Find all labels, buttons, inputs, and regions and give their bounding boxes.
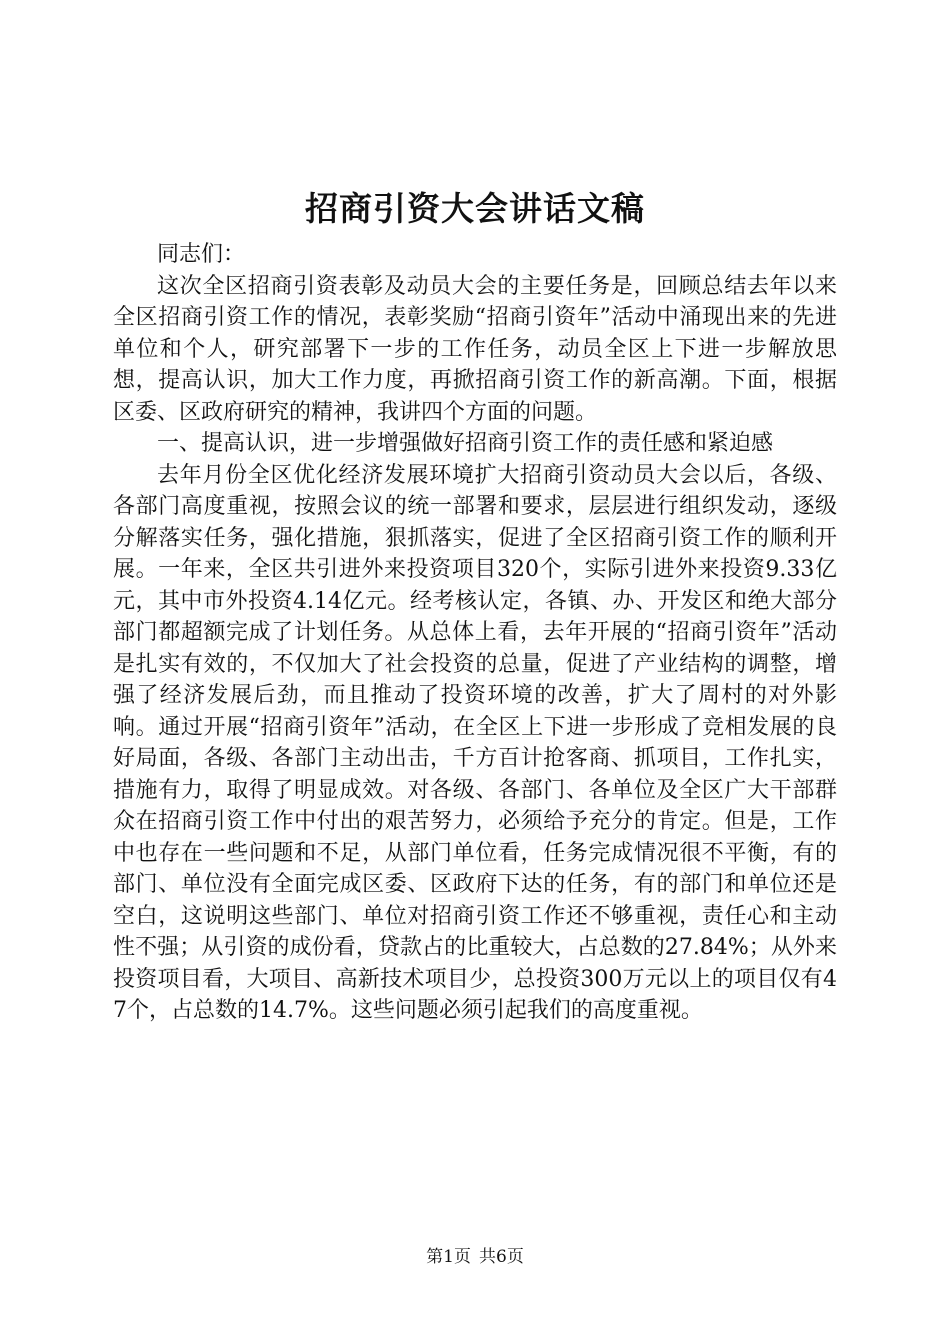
salutation: 同志们： [157,242,246,267]
page-footer [0,1245,950,1269]
page-number: 第1页 [426,1247,471,1267]
document-body [113,239,837,1027]
section-heading-1: 一、提高认识，进一步增强做好招商引资工作的责任感和紧迫感 [157,431,774,456]
document-title: 招商引资大会讲话文稿 [305,189,645,228]
paragraph-intro: 这次全区招商引资表彰及动员大会的主要任务是，回顾总结去年以来全区招商引资工作的情况，表彰奖励“招商引资年”活动中涌现出来的先进单位和个人，研究部署下一步的工作任务，动员全区上下进一步解放思想，提高认识，加大工作力度，再掀招商引资工作的新高潮。下面，根据区委、区政府研究的精神，我讲四个方面的问题。 [113,273,837,425]
paragraph-section-1: 去年月份全区优化经济发展环境扩大招商引资动员大会以后，各级、各部门高度重视，按照会议的统一部署和要求，层层进行组织发动，逐级分解落实任务，强化措施，狠抓落实，促进了全区招商引资工作的顺利开展。一年来，全区共引进外来投资项目320个，实际引进外来投资9.33亿元，其中市外投资4.14亿元。经考核认定，各镇、办、开发区和绝大部分部门都超额完成了计划任务。从总体上看，去年开展的“招商引资年”活动是扎实有效的，不仅加大了社会投资的总量，促进了产业结构的调整，增强了经济发展后劲，而且推动了投资环境的改善，扩大了周村的对外影响。通过开展“招商引资年”活动，在全区上下进一步形成了竞相发展的良好局面，各级、各部门主动出击，千方百计抢客商、抓项目，工作扎实，措施有力，取得了明显成效。对各级、各部门、各单位及全区广大干部群众在招商引资工作中付出的艰苦努力，必须给予充分的肯定。但是，工作中也存在一些问题和不足，从部门单位看，任务完成情况很不平衡，有的部门、单位没有全面完成区委、区政府下达的任务，有的部门和单位还是空白，这说明这些部门、单位对招商引资工作还不够重视，责任心和主动性不强；从引资的成份看，贷款占的比重较大，占总数的27.84%；从外来投资项目看，大项目、高新技术项目少，总投资300万元以上的项目仅有47个，占总数的14.7%。这些问题必须引起我们的高度重视。 [113,462,837,1023]
page-count: 共6页 [479,1247,524,1267]
